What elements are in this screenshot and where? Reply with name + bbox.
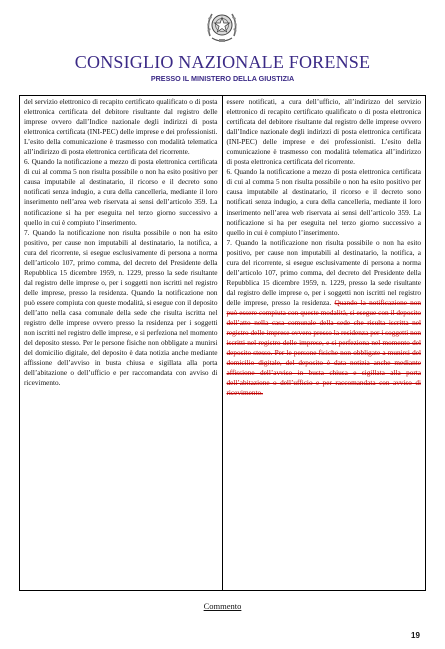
- right-column-proposed-text: [223, 96, 426, 590]
- left-paragraph: 7. Quando la notificazione non risulta possibile o non ha esito positivo, per cause non imputabili al destinatario, la notifica, a cura del ricorrente, si esegue esclusivamente di persona a norma dell’articolo 107, primo comma, del decreto del Presidente della Repubblica 15 dicembre 1959, n. 1229, presso la sede risultante dal registro delle imprese o, per i soggetti non iscritti nel registro delle imprese, presso la residenza. Quando la notificazione non può essere compiuta con queste modalità, si esegue con il deposito dell’atto nella casa comunale della sede che risulta iscritta nel registro delle imprese ovvero presso la residenza per i soggetti non iscritti nel registro delle imprese, e si perfeziona nel momento del deposito stesso. Per le persone fisiche non obbligate a munirsi del domicilio digitale, del deposito è data notizia anche mediante affissione dell’avviso in busta chiusa e sigillata alla porta dell’abitazione o dell’ufficio e per raccomandata con avviso di ricevimento.: [24, 228, 218, 388]
- left-column-current-text: [20, 96, 223, 590]
- right-paragraph: 6. Quando la notificazione a mezzo di posta elettronica certificata di cui al comma 5 non risulta possibile o non ha esito positivo per causa imputabile al destinatario, il ricorso e il decreto sono notificati senza indugio, a cura della cancelleria, mediante il loro inserimento nell’area web riservata ai sensi dell’articolo 359. La notificazione si ha per eseguita nel terzo giorno successivo a quello in cui è compiuto l’inserimento.: [226, 168, 421, 237]
- page-number: 19: [411, 631, 420, 640]
- republic-emblem-icon: [204, 6, 240, 48]
- deleted-text: Quando la notificazione non può essere compiuta con queste modalità, si esegue con il deposito dell’atto nella casa comunale della sede che risulta iscritta nel registro delle imprese ovvero presso la residenza per i soggetti non iscritti nel registro delle imprese, e si perfeziona nel momento del deposito stesso. Per le persone fisiche non obbligate a munirsi del domicilio digitale, del deposito è data notizia anche mediante affissione dell’avviso in busta chiusa e sigillata alla porta dell’abitazione o dell’ufficio e per raccomandata con avviso di ricevimento.: [226, 298, 422, 398]
- left-paragraph: del servizio elettronico di recapito certificato qualificato o di posta elettronica certificata del debitore risultante dal registro delle imprese ovvero dall’Indice nazionale degli indirizzi di posta elettronica certificata (INI-PEC) delle imprese e dei professionisti. L’esito della comunicazione è trasmesso con modalità telematica all’indirizzo di posta elettronica certificata del ricorrente.: [24, 98, 218, 157]
- comment-link[interactable]: Commento: [203, 601, 242, 611]
- comparison-table: [19, 95, 426, 591]
- organization-subtitle: PRESSO IL MINISTERO DELLA GIUSTIZIA: [150, 74, 295, 83]
- right-paragraph-with-deletion: [227, 238, 422, 399]
- right-paragraph: essere notificati, a cura dell’ufficio, all’indirizzo del servizio elettronico di recapito certificato qualificato o di posta elettronica certificata del debitore risultante dal registro delle imprese ovvero dall’Indice nazionale degli indirizzi di posta elettronica certificata (INI-PEC) delle imprese e dei professionisti. L’esito della comunicazione è trasmesso con modalità telematica all’indirizzo di posta elettronica certificata del ricorrente.: [226, 98, 421, 167]
- left-paragraph: 6. Quando la notificazione a mezzo di posta elettronica certificata di cui al comma 5 non risulta possibile o non ha esito positivo per causa imputabile al destinatario, il ricorso e il decreto sono notificati senza indugio, a cura della cancelleria, mediante il loro inserimento nell’area web riservata ai sensi dell’articolo 359. La notificazione si ha per eseguita nel terzo giorno successivo a quello in cui è compiuto l’inserimento.: [24, 158, 218, 227]
- organization-title: CONSIGLIO NAZIONALE FORENSE: [74, 52, 371, 72]
- kept-text: 7. Quando la notificazione non risulta possibile o non ha esito positivo, per cause non imputabili al destinatario, la notifica, a cura del ricorrente, si esegue esclusivamente di persona a norma dell’articolo 107, primo comma, del decreto del Presidente della Repubblica 15 dicembre 1959, n. 1229, presso la sede risultante dal registro delle imprese o, per i soggetti non iscritti nel registro delle imprese, presso la residenza.: [226, 238, 421, 307]
